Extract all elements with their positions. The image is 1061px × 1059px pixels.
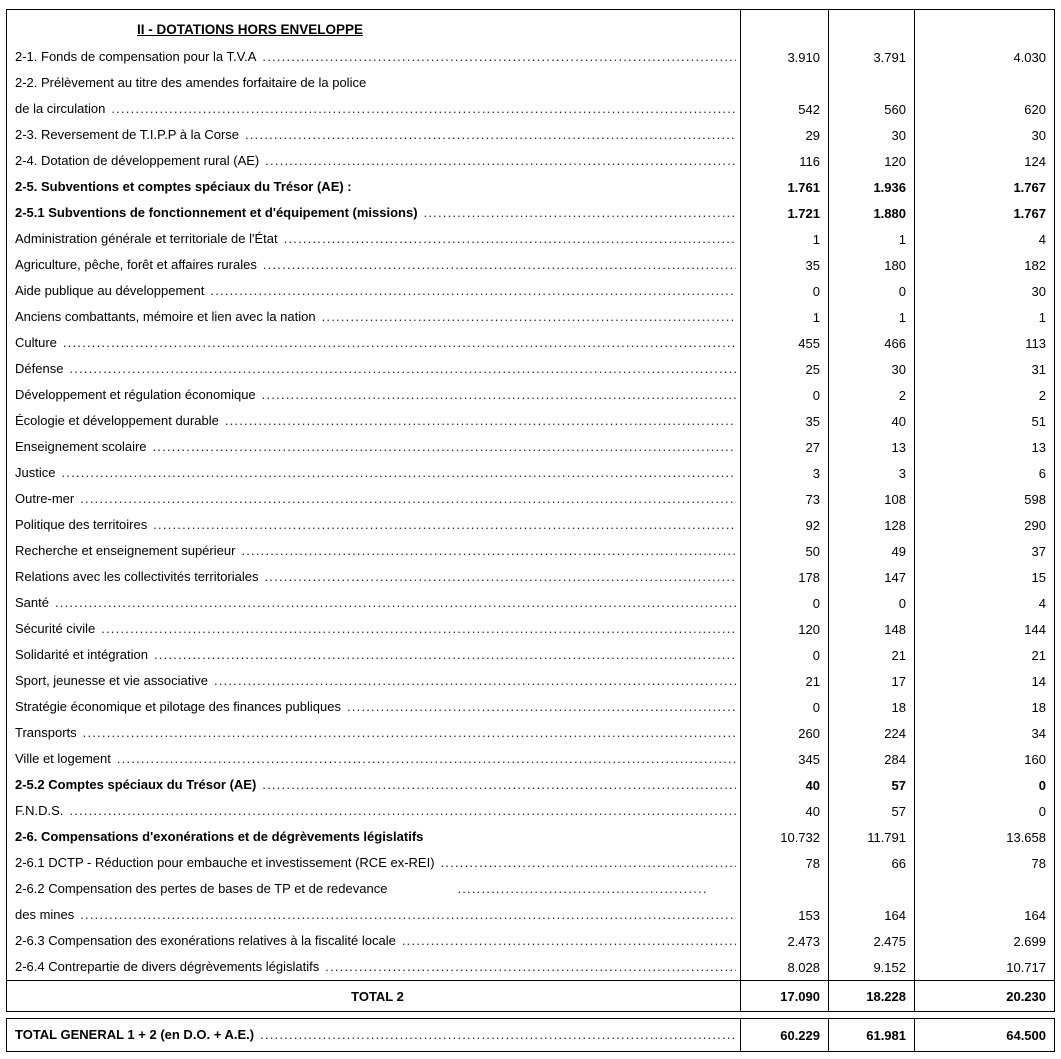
row-value: 164 [914,902,1054,928]
dotted-leader [262,777,736,792]
row-value: 0 [740,590,828,616]
row-value: 92 [740,512,828,538]
row-value: 1.761 [740,174,828,200]
row-value: 1 [828,226,914,252]
total-general-value-3: 64.500 [914,1019,1054,1051]
row-value: 57 [828,798,914,824]
row-value: 113 [914,330,1054,356]
row-value: 21 [914,642,1054,668]
row-label: Sécurité civile [15,621,96,636]
table-row [7,70,1054,96]
row-label: des mines [15,907,75,922]
total2-label: TOTAL 2 [351,988,404,1004]
dotted-leader [214,673,736,688]
table-row [7,356,1054,382]
dotted-leader [325,959,736,974]
row-value: 164 [828,902,914,928]
row-value: 345 [740,746,828,772]
row-value: 18 [828,694,914,720]
row-value: 284 [828,746,914,772]
row-label: Culture [15,335,57,350]
row-label: Recherche et enseignement supérieur [15,543,236,558]
row-value: 37 [914,538,1054,564]
row-label: 2-5. Subventions et comptes spéciaux du Trésor (AE) : [15,179,352,194]
row-value: 17 [828,668,914,694]
row-value: 78 [914,850,1054,876]
total2-value-2: 18.228 [828,981,914,1011]
row-label: Santé [15,595,49,610]
total2-value-3: 20.230 [914,981,1054,1011]
row-value: 224 [828,720,914,746]
row-value: 178 [740,564,828,590]
table-row [7,876,1054,902]
row-value: 29 [740,122,828,148]
row-value: 40 [740,772,828,798]
total-general-label: TOTAL GENERAL 1 + 2 (en D.O. + A.E.) [15,1027,255,1042]
row-value: 182 [914,252,1054,278]
row-label: Administration générale et territoriale de l'État [15,231,278,246]
dotted-leader [402,933,736,948]
row-label: Solidarité et intégration [15,647,148,662]
row-value: 57 [828,772,914,798]
row-value: 6 [914,460,1054,486]
row-label: Écologie et développement durable [15,413,219,428]
dotted-leader [55,595,736,610]
row-value [740,876,828,902]
row-label: 2-3. Reversement de T.I.P.P à la Corse [15,127,240,142]
dotted-leader [262,49,736,64]
row-label: 2-6.3 Compensation des exonérations relatives à la fiscalité locale [15,933,396,948]
table-row [7,226,1054,252]
table-row [7,538,1054,564]
row-value: 3 [828,460,914,486]
table-row [7,902,1054,928]
row-value: 40 [740,798,828,824]
row-value: 1.721 [740,200,828,226]
title-col2-cell [828,10,914,44]
row-value: 40 [828,408,914,434]
row-value: 10.717 [914,954,1054,980]
row-value: 1.767 [914,174,1054,200]
dotted-leader [210,283,736,298]
row-value: 30 [914,122,1054,148]
row-value: 4 [914,590,1054,616]
table-row [7,694,1054,720]
dotted-leader [322,309,736,324]
table-row [7,486,1054,512]
row-value: 4 [914,226,1054,252]
row-label: 2-2. Prélèvement au titre des amendes forfaitaire de la police [15,75,367,90]
table-row [7,252,1054,278]
dotations-table [6,9,1055,1012]
table-row [7,174,1054,200]
row-label: 2-1. Fonds de compensation pour la T.V.A [15,49,257,64]
row-value: 180 [828,252,914,278]
dotted-leader [111,101,736,116]
row-value: 4.030 [914,44,1054,70]
row-value: 620 [914,96,1054,122]
row-value: 31 [914,356,1054,382]
dotted-leader [153,517,736,532]
row-value: 10.732 [740,824,828,850]
dotted-leader [225,413,736,428]
dotted-leader [63,335,736,350]
table-row [7,824,1054,850]
row-value: 1 [740,304,828,330]
row-value: 30 [828,122,914,148]
dotted-leader [80,491,736,506]
row-value: 2 [828,382,914,408]
row-label: Stratégie économique et pilotage des finances publiques [15,699,341,714]
dotted-leader [284,231,736,246]
row-label: Politique des territoires [15,517,148,532]
dotted-leader [61,465,736,480]
table-row [7,512,1054,538]
table-row [7,954,1054,980]
row-value: 560 [828,96,914,122]
table-row [7,720,1054,746]
total-general-row [7,1019,1054,1051]
table-row [7,278,1054,304]
row-value: 51 [914,408,1054,434]
row-value [914,70,1054,96]
table-row [7,122,1054,148]
title-col1-cell [740,10,828,44]
dotted-leader [69,361,736,376]
table-row [7,642,1054,668]
row-label: 2-5.2 Comptes spéciaux du Trésor (AE) [15,777,257,792]
row-value: 542 [740,96,828,122]
row-value: 0 [740,642,828,668]
table-row [7,96,1054,122]
row-label: Agriculture, pêche, forêt et affaires rurales [15,257,257,272]
dotted-leader [154,647,736,662]
row-value: 3 [740,460,828,486]
row-value: 160 [914,746,1054,772]
total2-row [7,980,1054,1011]
table-row [7,746,1054,772]
row-value: 466 [828,330,914,356]
row-label: Sport, jeunesse et vie associative [15,673,208,688]
dotted-leader [457,881,706,896]
table-row [7,616,1054,642]
dotted-leader [245,127,736,142]
row-label: F.N.D.S. [15,803,64,818]
row-value: 148 [828,616,914,642]
row-value: 14 [914,668,1054,694]
row-value: 0 [828,590,914,616]
row-value: 30 [914,278,1054,304]
row-label: 2-5.1 Subventions de fonctionnement et d'équipement (missions) [15,205,418,220]
dotted-leader [153,439,736,454]
row-value: 108 [828,486,914,512]
row-value: 35 [740,252,828,278]
row-label: Aide publique au développement [15,283,205,298]
dotted-leader [101,621,736,636]
row-value: 1.880 [828,200,914,226]
row-value: 13.658 [914,824,1054,850]
total-general-value-1: 60.229 [740,1019,828,1051]
row-label: Ville et logement [15,751,111,766]
row-value: 0 [828,278,914,304]
row-value: 34 [914,720,1054,746]
row-value: 455 [740,330,828,356]
row-value: 144 [914,616,1054,642]
dotted-leader [80,907,736,922]
table-row [7,928,1054,954]
dotted-leader [241,543,736,558]
row-value: 2 [914,382,1054,408]
row-value: 30 [828,356,914,382]
table-row [7,200,1054,226]
row-value: 27 [740,434,828,460]
dotted-leader [260,1027,736,1042]
row-value: 50 [740,538,828,564]
row-value: 3.791 [828,44,914,70]
row-value: 128 [828,512,914,538]
row-value: 598 [914,486,1054,512]
row-value: 18 [914,694,1054,720]
row-label: 2-6.1 DCTP - Réduction pour embauche et investissement (RCE ex-REI) [15,855,435,870]
row-value: 2.473 [740,928,828,954]
row-value: 1 [914,304,1054,330]
row-label: de la circulation [15,101,106,116]
row-label: Anciens combattants, mémoire et lien avec la nation [15,309,316,324]
row-value: 13 [914,434,1054,460]
row-value: 0 [914,772,1054,798]
dotted-leader [262,387,736,402]
row-label: Outre-mer [15,491,75,506]
row-label: Transports [15,725,77,740]
row-value: 21 [828,642,914,668]
dotted-leader [441,855,736,870]
row-value [914,876,1054,902]
table-title: II - DOTATIONS HORS ENVELOPPE [136,21,364,37]
row-value: 1 [740,226,828,252]
table-row [7,668,1054,694]
row-value [828,876,914,902]
table-row [7,798,1054,824]
table-row [7,408,1054,434]
table-row [7,330,1054,356]
row-label: Relations avec les collectivités territoriales [15,569,259,584]
total-general-box [6,1018,1055,1052]
dotted-leader [347,699,736,714]
row-value: 49 [828,538,914,564]
row-value: 1.936 [828,174,914,200]
row-value: 153 [740,902,828,928]
row-label: Justice [15,465,56,480]
table-row [7,460,1054,486]
row-label: Défense [15,361,64,376]
dotted-leader [265,153,736,168]
row-value: 2.475 [828,928,914,954]
row-value [740,70,828,96]
row-label: Enseignement scolaire [15,439,147,454]
row-label: 2-6. Compensations d'exonérations et de dégrèvements législatifs [15,829,424,844]
row-value [828,70,914,96]
table-title-row [7,10,1054,44]
row-value: 8.028 [740,954,828,980]
dotted-leader [264,569,736,584]
row-value: 66 [828,850,914,876]
dotted-leader [424,205,736,220]
row-value: 25 [740,356,828,382]
table-row [7,564,1054,590]
table-body [7,44,1054,980]
row-label: Développement et régulation économique [15,387,256,402]
row-value: 1 [828,304,914,330]
row-value: 120 [828,148,914,174]
table-row [7,382,1054,408]
row-value: 120 [740,616,828,642]
row-value: 73 [740,486,828,512]
row-value: 13 [828,434,914,460]
table-row [7,850,1054,876]
row-value: 260 [740,720,828,746]
row-value: 0 [914,798,1054,824]
dotted-leader [117,751,736,766]
row-value: 21 [740,668,828,694]
title-col3-cell [914,10,1054,44]
total-general-value-2: 61.981 [828,1019,914,1051]
row-value: 2.699 [914,928,1054,954]
row-value: 290 [914,512,1054,538]
row-value: 124 [914,148,1054,174]
table-row [7,304,1054,330]
row-label: 2-6.4 Contrepartie de divers dégrèvements législatifs [15,959,320,974]
row-value: 147 [828,564,914,590]
table-row [7,148,1054,174]
table-row [7,590,1054,616]
dotted-leader [83,725,736,740]
row-value: 78 [740,850,828,876]
total2-value-1: 17.090 [740,981,828,1011]
row-value: 0 [740,278,828,304]
table-row [7,44,1054,70]
row-value: 1.767 [914,200,1054,226]
row-value: 3.910 [740,44,828,70]
row-value: 0 [740,694,828,720]
row-label: 2-4. Dotation de développement rural (AE) [15,153,260,168]
row-value: 15 [914,564,1054,590]
row-label: 2-6.2 Compensation des pertes de bases de TP et de redevance [15,881,388,896]
dotted-leader [69,803,736,818]
row-value: 116 [740,148,828,174]
row-value: 0 [740,382,828,408]
table-row [7,772,1054,798]
row-value: 9.152 [828,954,914,980]
row-value: 35 [740,408,828,434]
row-value: 11.791 [828,824,914,850]
table-row [7,434,1054,460]
dotted-leader [263,257,736,272]
